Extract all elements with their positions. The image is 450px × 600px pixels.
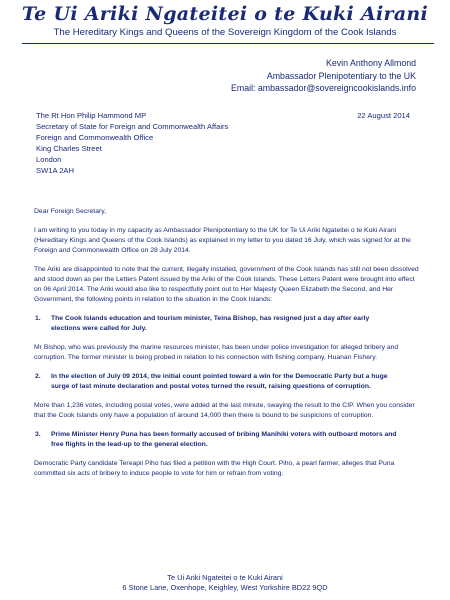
letter-body [34, 207, 420, 488]
point-number: 2. [35, 373, 41, 380]
sender-block [231, 57, 416, 95]
footer-address: 6 Stone Lane, Oxenhope, Keighley, West Yorkshire BD22 9QD [122, 583, 328, 592]
letter-footer [0, 573, 450, 593]
recipient-address [36, 110, 228, 176]
recipient-line: The Rt Hon Philip Hammond MP [36, 111, 147, 120]
recipient-line: Secretary of State for Foreign and Commonwealth Affairs [36, 122, 229, 131]
paragraph-bishop: Mr Bishop, who was previously the marine resources minister, has been under police investigation for alleged bribery and corruption. The former minister is being probed in relation to his connection with fishing company, Huanan Fishery. [34, 344, 399, 361]
point-number: 1. [35, 315, 41, 322]
letterhead-divider [22, 43, 434, 44]
numbered-point-3 [34, 430, 420, 450]
sender-name: Kevin Anthony Allmond [326, 58, 416, 68]
paragraph-ariki: The Ariki are disappointed to note that the current, illegally installed, government of the Cook Islands has still not been dissolved and stood down as per the Letters Patent issued by the Ariki of the Cook Islands. These Letters Patent were brought into effect on 06 April 2014. The Ariki would also like to respectfully point out to Her Majesty Queen Elizabeth the Second, and Her Government, the following points in relation to the situation in the Cook Islands: [34, 266, 419, 303]
recipient-line: SW1A 2AH [36, 166, 74, 175]
numbered-point-1 [34, 314, 420, 334]
paragraph-intro: I am writing to you today in my capacity as Ambassador Plenipotentiary to the UK for Te Ui Ariki Ngateitei o te Kuki Airani (Hereditary Kings and Queens of the Cook Islands) as explained in my letter to you dated 16 July, which was signed for at the Foreign and Commonwealth Office on 28 July 2014. [34, 227, 411, 254]
footer-org-name: Te Ui Ariki Ngateitei o te Kuki Airani [167, 573, 283, 582]
point-text: In the election of July 09 2014, the initial count pointed toward a win for the Democratic Party but a huge surge of last minute declaration and postal votes turned the result, raising questions of corruption. [51, 373, 388, 390]
letter-date: 22 August 2014 [357, 111, 410, 120]
recipient-line: London [36, 155, 62, 164]
paragraph-votes: More than 1,236 votes, including postal votes, were added at the last minute, swaying the result to the CIP. When you consider that the Cook Islands only have a population of around 14,000 then there is bound to be suspicions of corruption. [34, 402, 415, 419]
paragraph-petition: Democratic Party candidate Tereapii Piho has filed a petition with the High Court. Piho, a pearl farmer, alleges that Puna committed six acts of bribery to induce people to vote for him or refrain from voting. [34, 460, 395, 477]
recipient-line: King Charles Street [36, 144, 102, 153]
letterhead-subtitle: The Hereditary Kings and Queens of the Sovereign Kingdom of the Cook Islands [53, 27, 397, 38]
letterhead-title: Te Ui Ariki Ngateitei o te Kuki Airani [21, 3, 429, 25]
sender-email: Email: ambassador@sovereigncookislands.info [231, 83, 416, 94]
salutation: Dear Foreign Secretary, [34, 208, 107, 215]
point-number: 3. [35, 431, 41, 438]
recipient-line: Foreign and Commonwealth Office [36, 133, 154, 142]
sender-role: Ambassador Plenipotentiary to the UK [266, 70, 416, 81]
point-text: The Cook Islands education and tourism minister, Teina Bishop, has resigned just a day after early elections were called for July. [51, 315, 370, 332]
numbered-point-2 [34, 372, 420, 392]
point-text: Prime Minister Henry Puna has been formally accused of bribing Manihiki voters with outboard motors and free flights in the lead-up to the general election. [51, 431, 397, 448]
letterhead [0, 4, 450, 39]
